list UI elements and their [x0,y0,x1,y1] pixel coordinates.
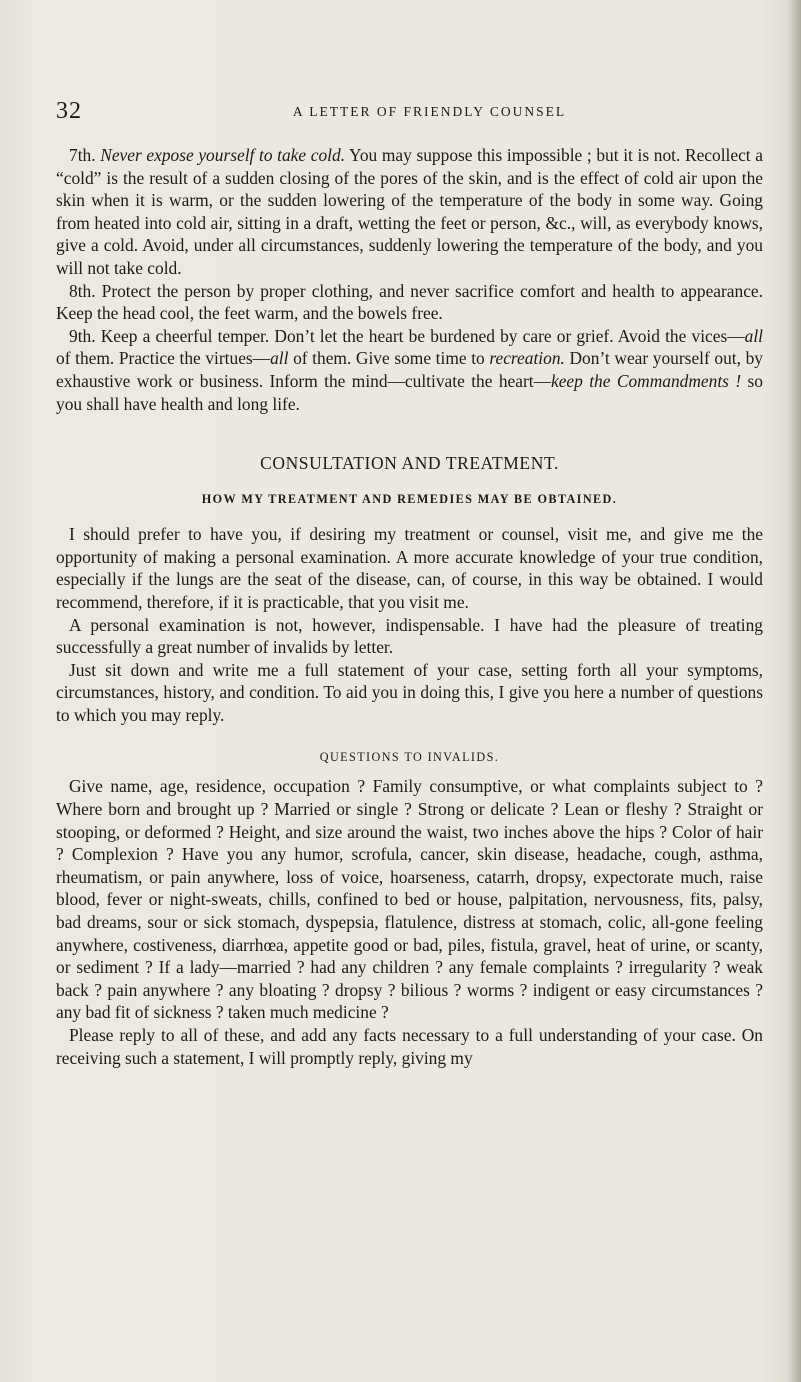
section-subtitle: HOW MY TREATMENT AND REMEDIES MAY BE OBTAINED. [201,492,618,507]
health-rules [56,144,763,415]
consultation-paragraph: Just sit down and write me a full statement of your case, setting forth all your symptoms, circumstances, history, and condition. To aid you in doing this, I give you here a number of questions to which you may reply. [56,659,763,725]
questions-heading: QUESTIONS TO INVALIDS. [319,750,500,765]
rule-seventh [56,144,763,280]
rule-ninth-text-1: 9th. Keep a cheerful temper. Don’t let the heart be burdened by care or grief. Avoid the vices— [69,325,745,346]
section-title: CONSULTATION AND TREATMENT. [260,453,559,474]
questions-paragraph: Give name, age, residence, occupation ? Family consumptive, or what complaints subject to ? Where born and brought up ? Married or single ? Strong or delicate ? Lean or fleshy ? Straight or stooping, or deformed ? Height, and size around the waist, two inches above the hips ? Color of hair ? Complexion ? Have you any humor, scrofula, cancer, skin disease, headache, cough, asthma, rheumatism, or pain anywhere, loss of voice, hoarseness, catarrh, dropsy, expectorate much, raise blood, fever or night-sweats, chills, confined to bed or house, palpitation, nervousness, fits, palsy, bad dreams, sour or sick stomach, dyspepsia, flatulence, distress at stomach, colic, all-gone feeling anywhere, costiveness, diarrhœa, appetite good or bad, piles, fistula, gravel, heat of urine, or scanty, or sediment ? If a lady—married ? had any children ? any female complaints ? irregularity ? weak back ? pain anywhere ? any bloating ? dropsy ? bilious ? worms ? indigent or easy circumstances ? any bad fit of sickness ? taken much medicine ? [56,776,763,1023]
rule-ninth-text-5: so you shall have health and long life. [56,370,763,414]
rule-seventh-label: 7th. [69,145,96,165]
closing-paragraph: Please reply to all of these, and add any facts necessary to a full understanding of your case. On receiving such a statement, I will promptly reply, giving my [56,1025,763,1068]
rule-ninth-emphasis-3: recreation. [489,348,565,369]
rule-ninth-emphasis-1: all [744,325,763,346]
rule-seventh-emphasis: Never expose yourself to take cold. [100,145,346,165]
rule-seventh-text: You may suppose this impossible ; but it is not. Recollect a “cold” is the result of a sudden closing of the pores of the skin, and is the effect of cold air upon the skin when it is warm, or the sudden lowering of the temperature of the body in some way. Going from heated into cold air, sitting in a draft, wetting the feet or person, &c., will, as everybody knows, give a cold. Avoid, under all circumstances, suddenly lowering the temperature of the body, and you will not take cold. [56,145,763,278]
rule-eighth: 8th. Protect the person by proper clothing, and never sacrifice comfort and health to appearance. Keep the head cool, the feet warm, and the bowels free. [56,280,763,324]
consultation-paragraph: A personal examination is not, however, indispensable. I have had the pleasure of treating successfully a great number of invalids by letter. [56,614,763,658]
running-head [56,98,763,130]
rule-ninth [56,325,763,415]
rule-ninth-emphasis-4: keep the Commandments ! [550,370,742,391]
page-edge-shadow [787,0,801,1382]
rule-ninth-text-4: Don’t wear yourself out, by exhaustive work or business. Inform the mind—cultivate the heart— [56,348,763,391]
running-title: A LETTER OF FRIENDLY COUNSEL [292,104,567,119]
rule-ninth-text-2: of them. Practice the virtues— [56,348,271,369]
rule-ninth-emphasis-2: all [270,348,289,369]
page-number: 32 [56,98,82,124]
consultation-paragraph: I should prefer to have you, if desiring my treatment or counsel, visit me, and give me the opportunity of making a personal examination. A more accurate knowledge of your true condition, especially if the lungs are the seat of the disease, can, of course, in this way be obtained. I would recommend, therefore, if it is practicable, that you visit me. [56,524,763,612]
rule-ninth-text-3: of them. Give some time to [288,348,490,369]
